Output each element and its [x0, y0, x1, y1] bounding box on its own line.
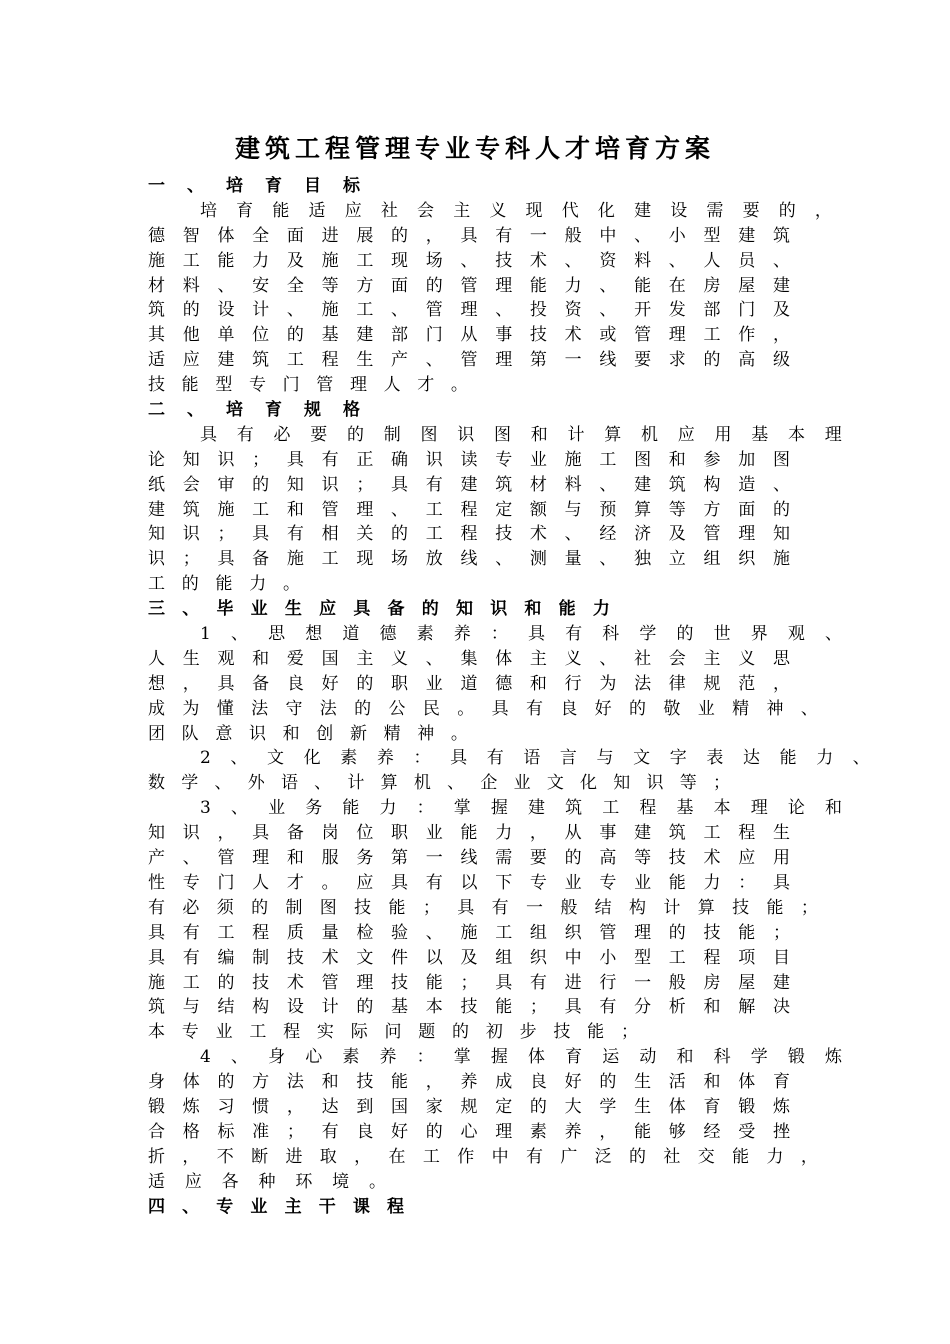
section-heading: 二 、 培 育 规 格	[148, 400, 360, 421]
paragraph-line: 人 生 观 和 爱 国 主 义 、 集 体 主 义 、 社 会 主 义 思	[148, 648, 790, 669]
paragraph-line: 产 、 管 理 和 服 务 第 一 线 需 要 的 高 等 技 术 应 用	[148, 848, 790, 869]
document-title: 建筑工程管理专业专科人才培育方案	[234, 134, 715, 163]
document-body	[148, 174, 870, 1219]
section-heading: 一 、 培 育 目 标	[148, 176, 360, 196]
paragraph-line: 性 专 门 人 才 。 应 具 有 以 下 专 业 专 业 能 力 ： 具	[148, 872, 790, 893]
paragraph-line: 筑 与 结 构 设 计 的 基 本 技 能 ； 具 有 分 析 和 解 决	[148, 997, 790, 1018]
paragraph-line: 具 有 编 制 技 术 文 件 以 及 组 织 中 小 型 工 程 项 目	[148, 947, 790, 968]
paragraph-line: 培 育 能 适 应 社 会 主 义 现 代 化 建 设 需 要 的 ，	[200, 200, 832, 221]
paragraph-line: 德 智 体 全 面 进 展 的 ， 具 有 一 般 中 、 小 型 建 筑	[148, 225, 790, 246]
paragraph-line: 1 、 思 想 道 德 素 养 ： 具 有 科 学 的 世 界 观 、	[200, 624, 842, 645]
paragraph-line: 数 学 、 外 语 、 计 算 机 、 企 业 文 化 知 识 等 ；	[148, 773, 730, 794]
paragraph-line: 工 的 能 力 。	[148, 574, 300, 595]
paragraph-line: 适 应 各 种 环 境 。	[148, 1171, 386, 1192]
paragraph-line: 折 ， 不 断 进 取 ， 在 工 作 中 有 广 泛 的 社 交 能 力 ，	[148, 1146, 818, 1167]
section-heading: 四 、 专 业 主 干 课 程	[148, 1196, 404, 1217]
paragraph-line: 有 必 须 的 制 图 技 能 ； 具 有 一 般 结 构 计 算 技 能 ；	[148, 897, 818, 918]
paragraph-line: 想 ， 具 备 良 好 的 职 业 道 德 和 行 为 法 律 规 范 ，	[148, 673, 790, 694]
paragraph-line: 识 ； 具 备 施 工 现 场 放 线 、 测 量 、 独 立 组 织 施	[148, 549, 790, 570]
paragraph-line: 施 工 的 技 术 管 理 技 能 ； 具 有 进 行 一 般 房 屋 建	[148, 972, 790, 993]
paragraph-line: 合 格 标 准 ； 有 良 好 的 心 理 素 养 ， 能 够 经 受 挫	[148, 1121, 790, 1142]
section-heading: 三 、 毕 业 生 应 具 备 的 知 识 和 能 力	[148, 599, 610, 620]
paragraph-line: 知 识 ； 具 有 相 关 的 工 程 技 术 、 经 济 及 管 理 知	[148, 524, 790, 545]
paragraph-line: 技 能 型 专 门 管 理 人 才 。	[148, 375, 468, 396]
paragraph-line: 具 有 工 程 质 量 检 验 、 施 工 组 织 管 理 的 技 能 ；	[148, 922, 790, 943]
paragraph-line: 筑 的 设 计 、 施 工 、 管 理 、 投 资 、 开 发 部 门 及	[148, 300, 790, 321]
paragraph-line: 锻 炼 习 惯 ， 达 到 国 家 规 定 的 大 学 生 体 育 锻 炼	[148, 1096, 790, 1117]
paragraph-line: 论 知 识 ； 具 有 正 确 识 读 专 业 施 工 图 和 参 加 图	[148, 449, 790, 470]
paragraph-line: 建 筑 施 工 和 管 理 、 工 程 定 额 与 预 算 等 方 面 的	[148, 499, 790, 520]
paragraph-line: 本 专 业 工 程 实 际 问 题 的 初 步 技 能 ；	[148, 1022, 638, 1043]
paragraph-line: 适 应 建 筑 工 程 生 产 、 管 理 第 一 线 要 求 的 高 级	[148, 350, 790, 371]
paragraph-line: 团 队 意 识 和 创 新 精 神 。	[148, 723, 468, 744]
paragraph-line: 身 体 的 方 法 和 技 能 ， 养 成 良 好 的 生 活 和 体 育	[148, 1072, 790, 1093]
paragraph-line: 4 、 身 心 素 养 ： 掌 握 体 育 运 动 和 科 学 锻 炼	[200, 1047, 842, 1068]
paragraph-line: 材 料 、 安 全 等 方 面 的 管 理 能 力 、 能 在 房 屋 建	[148, 275, 790, 296]
paragraph-line: 具 有 必 要 的 制 图 识 图 和 计 算 机 应 用 基 本 理	[200, 424, 842, 445]
paragraph-line: 成 为 懂 法 守 法 的 公 民 。 具 有 良 好 的 敬 业 精 神 、	[148, 698, 818, 719]
paragraph-line: 3 、 业 务 能 力 ： 掌 握 建 筑 工 程 基 本 理 论 和	[200, 798, 842, 819]
paragraph-line: 2 、 文 化 素 养 ： 具 有 语 言 与 文 字 表 达 能 力 、	[200, 748, 870, 769]
paragraph-line: 其 他 单 位 的 基 建 部 门 从 事 技 术 或 管 理 工 作 ，	[148, 325, 790, 346]
paragraph-line: 知 识 ， 具 备 岗 位 职 业 能 力 ， 从 事 建 筑 工 程 生	[148, 823, 790, 844]
paragraph-line: 施 工 能 力 及 施 工 现 场 、 技 术 、 资 料 、 人 员 、	[148, 250, 790, 271]
paragraph-line: 纸 会 审 的 知 识 ； 具 有 建 筑 材 料 、 建 筑 构 造 、	[148, 474, 790, 495]
